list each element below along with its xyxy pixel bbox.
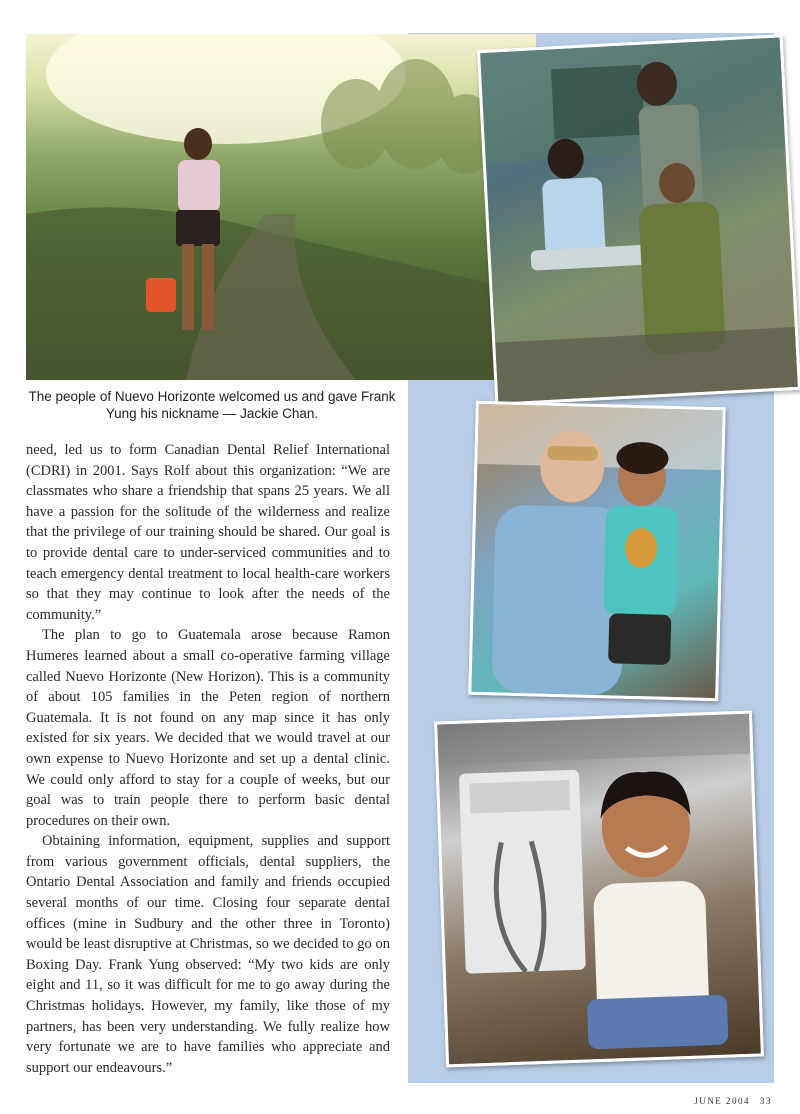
- photo-smiling-boy: [434, 711, 764, 1068]
- photo-dental-clinic: [477, 34, 800, 406]
- photo-girl-path: [26, 34, 536, 380]
- page-number: 33: [760, 1096, 772, 1106]
- issue-date: JUNE 2004: [694, 1096, 750, 1106]
- page-footer: [684, 1096, 772, 1106]
- article-body: [26, 440, 390, 1078]
- photo-caption: The people of Nuevo Horizonte welcomed us and gave Frank Yung his nickname — Jackie Chan.: [28, 389, 396, 421]
- paragraph: Obtaining information, equipment, supplies and support from various government officials, dental suppliers, the Ontario Dental Association and family and friends occupied several months of our time. Closing four separate dental offices (mine in Sudbury and the other three in Toronto) would be least disruptive at Christmas, so we decided to go on Boxing Day. Frank Yung observed: “My two kids are only eight and 11, so it was difficult for me to go away during the Christmas holidays. However, my family, like those of my partners, has been very understanding. We fully realize how very fortunate we are to have families who appreciate and support our endeavours.”: [26, 833, 390, 1076]
- paragraph: The plan to go to Guatemala arose because Ramon Humeres learned about a small co-operative farming village called Nuevo Horizonte (New Horizon). This is a community of about 105 families in the Peten region of northern Guatemala. It is not found on any map since it has only existed for six years. We decided that we would travel at our own expense to Nuevo Horizonte and set up a dental clinic. We could only afford to stay for a couple of weeks, but our goal was to train people there to perform basic dental procedures on their own.: [26, 627, 390, 829]
- photo-dentist-child: [468, 401, 726, 701]
- paragraph: need, led us to form Canadian Dental Relief International (CDRI) in 2001. Says Rolf about this organization: “We are classmates who share a friendship that spans 25 years. We all have a passion for the solitude of the wilderness and realize that the privilege of our training should be shared. Our goal is to provide dental care to under-serviced communities and to teach emergency dental treatment to local health-care workers so that they may continue to look after the needs of the community.”: [26, 442, 390, 623]
